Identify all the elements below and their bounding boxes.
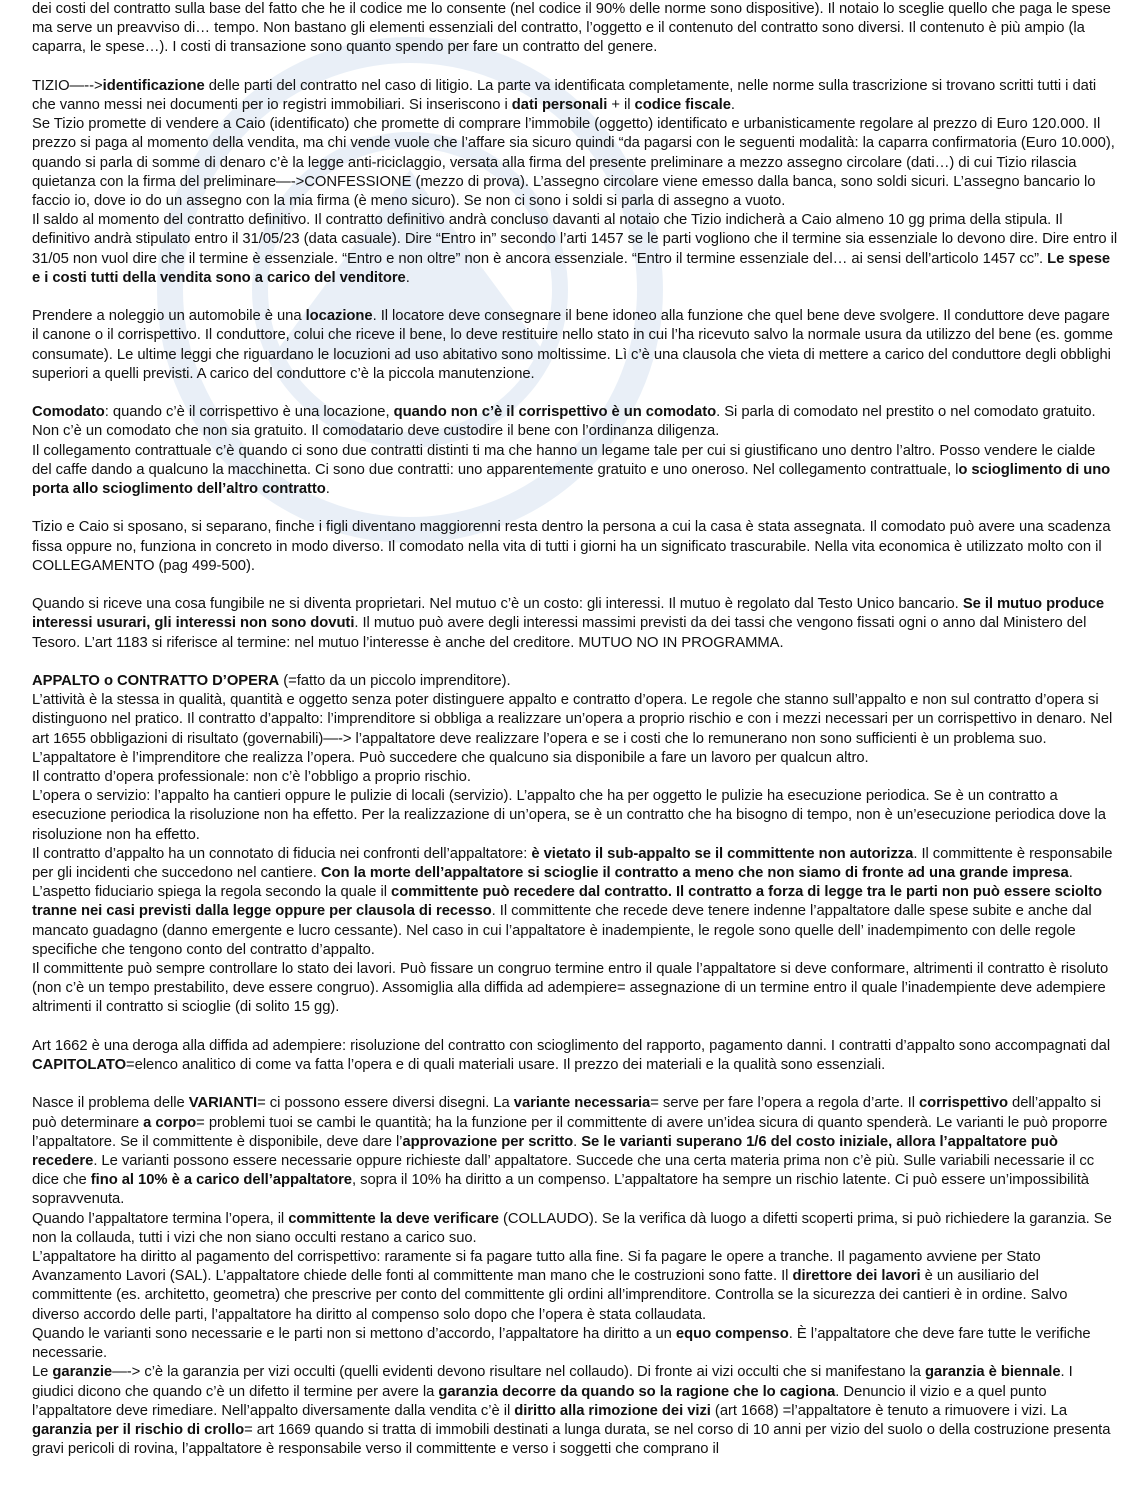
text-run: . Il committente che recede deve tenere indenne l’appaltatore dalle spese subite e anche dal mancato guadagno (danno emergente e lucro cessante). Nel caso in cui l’appaltatore è inadempiente, le regole sono quelle dell’ inadempimento con delle regole specifiche che tengono conto del contratto d’appalto.	[32, 903, 1092, 958]
bold-text: Se il mutuo produce interessi usurari, gli interessi non sono dovuti	[32, 596, 1105, 632]
bold-text: approvazione per scritto	[402, 1133, 574, 1150]
paragraph	[32, 595, 1118, 653]
text-run: (art 1668) =l’appaltatore è tenuto a rimuovere i vizi. La	[710, 1402, 1067, 1419]
text-run: . È l’appaltatore che deve fare tutte le verifiche necessarie.	[32, 1325, 1091, 1362]
bold-text: fino al 10% è a carico dell’appaltatore	[90, 1172, 352, 1189]
text-run: : quando c’è il corrispettivo è una locazione,	[104, 404, 394, 421]
bold-text: Se le varianti superano 1/6 del costo iniziale, allora l’appaltatore può recedere	[32, 1133, 1058, 1170]
text-run: Art 1662 è una deroga alla diffida ad adempiere: risoluzione del contratto con scioglimento del rapporto, pagamento danni. I contratti d’appalto sono accompagnati dal	[32, 1037, 1111, 1054]
text-run: delle parti del contratto nel caso di litigio. La parte va identificata completamente, nelle norme sulla trascrizione si trovano scritti tutti i dati che vanno messi nei documenti per io registri immobiliari. Si inseriscono i	[32, 77, 1097, 113]
bold-text: Con la morte dell’appaltatore si scioglie il contratto a meno che non siamo di fronte ad una grande impresa	[320, 865, 1069, 882]
text-run: . L’aspetto fiduciario spiega la regola secondo la quale il	[32, 865, 1073, 901]
text-run: . Il locatore deve consegnare il bene idoneo alla funzione che quel bene deve svolgere. Il conduttore deve pagare il canone o il corrispettivo. Il conduttore, colui che riceve il bene, lo deve restituire nello stato in cui l’ha ricevuto salvo la normale usura da utilizzo del bene (es. gomme consumate). Le ultime leggi che riguardano le locuzioni ad uso abitativo sono moltissime. Lì c’è una clausola che vieta di mettere a carico del conduttore degli obblighi superiori a quelli previsti. A carico del conduttore c’è la piccola manutenzione.	[32, 308, 1113, 382]
paragraph	[32, 211, 1118, 288]
text-run: Il contratto d’appalto ha un connotato di fiducia nei confronti dell’appaltatore:	[32, 845, 532, 862]
bold-text: CAPITOLATO	[32, 1057, 127, 1074]
text-run: . I giudici dicono che quando c’è un difetto il termine per avere la	[32, 1364, 1073, 1400]
text-run: = art 1669 quando si tratta di immobili destinati a lunga durata, se nel corso di 10 anni per vizio del suolo o della costruzione presenta gravi pericoli di rovina, l’appaltatore è responsabile verso il committente e verso i soggetti che comprano il	[32, 1421, 1111, 1458]
document-page	[32, 0, 1118, 1506]
paragraph	[32, 1037, 1118, 1075]
bold-text: variante necessaria	[513, 1095, 651, 1112]
bold-text: corrispettivo	[919, 1095, 1008, 1112]
paragraph	[32, 1210, 1118, 1248]
paragraph	[32, 0, 1118, 58]
text-run: Il collegamento contrattuale c’è quando ci sono due contratti distinti ti ma che hanno un legame tale per cui si giustificano uno dentro l’altro. Posso vendere le cialde del caffe dando a qualcuno la macchinetta. Ci sono due contratti: uno apparentemente gratuito e uno oneroso. Nel collegamento contrattuale, l	[32, 442, 1096, 478]
bold-text: committente può recedere dal contratto. Il contratto a forza di legge tra le parti non può essere sciolto tranne nei casi previsti dalla legge oppure per clausola di recesso	[32, 884, 1102, 920]
paragraph	[32, 768, 1118, 787]
text-run: . Denuncio il vizio e a quel punto l’appaltatore deve rimediare. Nell’appalto diversamente dalla vendita c’è il	[32, 1383, 1047, 1419]
text-run: =elenco analitico di come va fatta l’opera e di quali materiali usare. Il prezzo dei materiali e la qualità sono essenziali.	[126, 1057, 886, 1074]
paragraph	[32, 1094, 1118, 1209]
bold-text: Comodato	[32, 404, 105, 421]
bold-text: Le spese e i costi tutti della vendita sono a carico del venditore	[32, 250, 1111, 286]
text-run: Quando l’appaltatore termina l’opera, il	[32, 1210, 289, 1227]
text-run: Il saldo al momento del contratto definitivo. Il contratto definitivo andrà concluso davanti al notaio che Tizio indicherà a Caio almeno 10 gg prima della stipula. Il definitivo andrà stipulato entro il 31/05/23 (data casuale). Dire “Entro in” secondo l’arti 1457 se le parti vogliono che il termine sia essenziale lo devono dire. Dire entro il 31/05 non vuol dire che il termine è essenziale. “Entro e non oltre” non è ancora essenziale. “Entro il termine essenziale del… ai sensi dell’articolo 1457 cc”.	[32, 212, 1118, 267]
text-run: , sopra il 10% ha diritto a un compenso. L’appaltatore ha sempre un rischio latente. Ci può essere un’impossibilità sopravvenuta.	[32, 1172, 1089, 1208]
bold-text: direttore dei lavori	[792, 1268, 921, 1285]
text-run: .	[325, 481, 330, 498]
text-run: .	[730, 97, 735, 113]
paragraph	[32, 518, 1118, 576]
bold-text: equo compenso	[675, 1325, 789, 1342]
paragraph	[32, 403, 1118, 441]
text-run: TIZIO—-->	[32, 77, 103, 94]
text-run: è un ausiliario del committente (es. architetto, geometra) che prescrive per conto del committente gli ordini all’imprenditore. Controlla se la sicurezza dei cantieri è in ordine. Salvo diverso accordo delle parti, l’appaltatore ha diritto al compenso solo dopo che l’opera è stata collaudata.	[32, 1268, 1068, 1323]
text-run: . Il mutuo può avere degli interessi massimi previsti da dei tassi che vengono fissati ogni o anno dal Ministero del Tesoro. L’art 1183 si riferisce al termine: nel mutuo l’interesse è anche del creditore. MUTUO NO IN PROGRAMMA.	[32, 615, 1087, 651]
text-run: Quando le varianti sono necessarie e le parti non si mettono d’accordo, l’appaltatore ha diritto a un	[32, 1325, 676, 1342]
paragraph	[32, 1248, 1118, 1325]
text-run: L’opera o servizio: l’appalto ha cantieri oppure le pulizie di locali (servizio). L’appalto che ha per oggetto le pulizie ha esecuzione periodica. Se è un contratto a esecuzione periodica la risoluzione non ha effetto. Per la realizzazione di un’opera, se è un contratto che ha bisogno di tempo, non è un’esecuzione periodica dove la risoluzione non ha effetto.	[32, 788, 1106, 843]
bold-text: committente la deve verificare	[288, 1210, 499, 1227]
text-run: (COLLAUDO). Se la verifica dà luogo a difetti scoperti prima, si può richiedere la garanzia. Se non la collauda, tutti i vizi che non siano occulti restano a carico suo.	[32, 1210, 1112, 1246]
text-run: Nasce il problema delle	[32, 1095, 189, 1112]
text-run: L’appaltatore ha diritto al pagamento del corrispettivo: raramente si fa pagare tutto alla fine. Si fa pagare le opere a tranche. Il pagamento avviene per Stato Avanzamento Lavori (SAL). L’appaltatore chiede delle fonti al committente man mano che le costruzioni sono fatte. Il	[32, 1249, 1041, 1285]
bold-text: dati personali	[511, 97, 608, 113]
text-run: Prendere a noleggio un automobile è una	[32, 308, 306, 325]
bold-text: a corpo	[143, 1114, 197, 1131]
text-run: .	[405, 269, 410, 286]
bold-text: è vietato il sub-appalto se il committente non autorizza	[531, 845, 914, 862]
paragraph	[32, 1363, 1118, 1459]
text-run: Le	[32, 1364, 53, 1381]
bold-text: diritto alla rimozione dei vizi	[514, 1402, 711, 1419]
paragraph	[32, 115, 1118, 211]
paragraph	[32, 672, 1118, 691]
text-run: Il committente può sempre controllare lo stato dei lavori. Può fissare un congruo termine entro il quale l’appaltatore si deve conformare, altrimenti il contratto è risoluto (non c’è un tempo prestabilito, deve essere congruo). Assomiglia alla diffida ad adempiere= assegnazione di un termine entro il quale l’inadempiente deve adempiere altrimenti il contratto si scioglie (di solito 15 gg).	[32, 961, 1109, 1016]
paragraph	[32, 307, 1118, 384]
text-run: . Si parla di comodato nel prestito o nel comodato gratuito. Non c’è un comodato che non sia gratuito. Il comodatario deve custodire il bene con l’ordinanza diligenza.	[32, 404, 1096, 440]
text-run: Quando si riceve una cosa fungibile ne si diventa proprietari. Nel mutuo c’è un costo: gli interessi. Il mutuo è regolato dal Testo Unico bancario.	[32, 596, 963, 613]
bold-text: garanzia è biennale	[924, 1364, 1061, 1381]
bold-text: o scioglimento di uno porta allo scioglimento dell’altro contratto	[32, 461, 1111, 498]
text-run: = serve per fare l’opera a regola d’arte. Il	[650, 1095, 919, 1112]
text-run: —-> c’è la garanzia per vizi occulti (quelli evidenti devono risultare nel collaudo). Di fronte ai vizi occulti che si manifestano la	[112, 1364, 925, 1381]
bold-text: identificazione	[102, 77, 205, 94]
text-run: (=fatto da un piccolo imprenditore).	[279, 673, 511, 690]
text-run: . Le varianti possono essere necessarie oppure richieste dall’ appaltatore. Succede che una certa materia prima non c’è più. Sulle variabili necessarie il cc dice che	[32, 1153, 1095, 1189]
paragraph	[32, 845, 1118, 960]
bold-text: garanzia decorre da quando so la ragione che lo cagiona	[438, 1383, 836, 1400]
text-run: Tizio e Caio si sposano, si separano, finche i figli diventano maggiorenni resta dentro la persona a cui la casa è stata assegnata. Il comodato può avere una scadenza fissa oppure no, funziona in concreto in modo diverso. Il comodato nella vita di tutti i giorni ha un significato trascurabile. Nella vita economica è utilizzato molto con il COLLEGAMENTO (pag 499-500).	[32, 519, 1111, 574]
paragraph	[32, 691, 1118, 768]
text-run: = problemi tuoi se cambi le quantità; ha la funzione per il committente di avere un’idea sicura di quanto spenderà. Le varianti le può proporre l’appaltatore. Se il committente è disponibile, deve dare l’	[32, 1114, 1108, 1150]
paragraph	[32, 77, 1118, 115]
text-run: . Il committente è responsabile per gli incidenti che succedono nel cantiere.	[32, 845, 1113, 882]
text-run: = ci possono essere diversi disegni. La	[257, 1095, 514, 1112]
bold-text: quando non c’è il corrispettivo è un comodato	[393, 404, 717, 421]
bold-text: garanzia per il rischio di crollo	[32, 1421, 245, 1438]
bold-text: garanzie	[52, 1364, 113, 1381]
text-run: + il	[607, 97, 635, 113]
paragraph	[32, 1325, 1118, 1363]
text-run: dell’appalto si può determinare	[32, 1095, 1101, 1131]
text-run: Se Tizio promette di vendere a Caio (identificato) che promette di comprare l’immobile (oggetto) identificato e urbanisticamente regolare al prezzo di Euro 120.000. Il prezzo si paga al momento della vendita, ma chi vende vuole che l’affare sia sicuro quindi “da pagarsi con le seguenti modalità: la caparra confirmatoria (Euro 10.000), quando si parla di somme di denaro c’è la legge anti-riciclaggio, versata alla firma del presente preliminare a mezzo assegno circolare (dati…) di cui Tizio rilascia quietanza con la firma del preliminare—->CONFESSIONE (mezzo di prova). L’assegno circolare viene emesso dalla banca, sono soldi sicuri. L’assegno bancario lo faccio io, dove io do un assegno con la mia firma (è meno sicuro). Se non ci sono i soldi si parla di assegno a vuoto.	[32, 116, 1115, 210]
paragraph	[32, 960, 1118, 1018]
text-run: dei costi del contratto sulla base del fatto che he il codice me lo consente (nel codice il 90% delle norme sono dispositive). Il notaio lo sceglie quello che paga le spese ma serve un preavviso di… tempo. Non bastano gli elementi essenziali del contratto, l’oggetto e il contenuto del contratto sono diversi. Il contenuto è più ampio (la caparra, le spese…). I costi di transazione sono quanto spendo per fare un contratto del genere.	[32, 1, 1111, 56]
bold-text: codice fiscale	[634, 97, 731, 113]
paragraph	[32, 787, 1118, 845]
text-run: .	[573, 1133, 582, 1150]
bold-text: APPALTO o CONTRATTO D’OPERA	[32, 673, 280, 690]
text-run: L’attività è la stessa in qualità, quantità e oggetto senza poter distinguere appalto e contratto d’opera. Le regole che stanno sull’appalto e non sul contratto d’opera si distinguono nel pratico. Il contratto d’appalto: l’imprenditore si obbliga a realizzare un’opera a proprio rischio e con i mezzi necessari per un corrispettivo in denaro. Nel art 1655 obbligazioni di risultato (governabili)—-> l’appaltatore deve realizzare l’opera e se i costi che lo remunerano non sono sufficienti è un problema suo. L’appaltatore è l’imprenditore che realizza l’opera. Può succedere che qualcuno sia disponibile a fare un lavoro per qualcun altro.	[32, 692, 1113, 766]
bold-text: locazione	[305, 308, 373, 325]
text-run: Il contratto d’opera professionale: non c’è l’obbligo a proprio rischio.	[32, 769, 471, 786]
paragraph	[32, 442, 1118, 500]
bold-text: VARIANTI	[188, 1095, 258, 1112]
